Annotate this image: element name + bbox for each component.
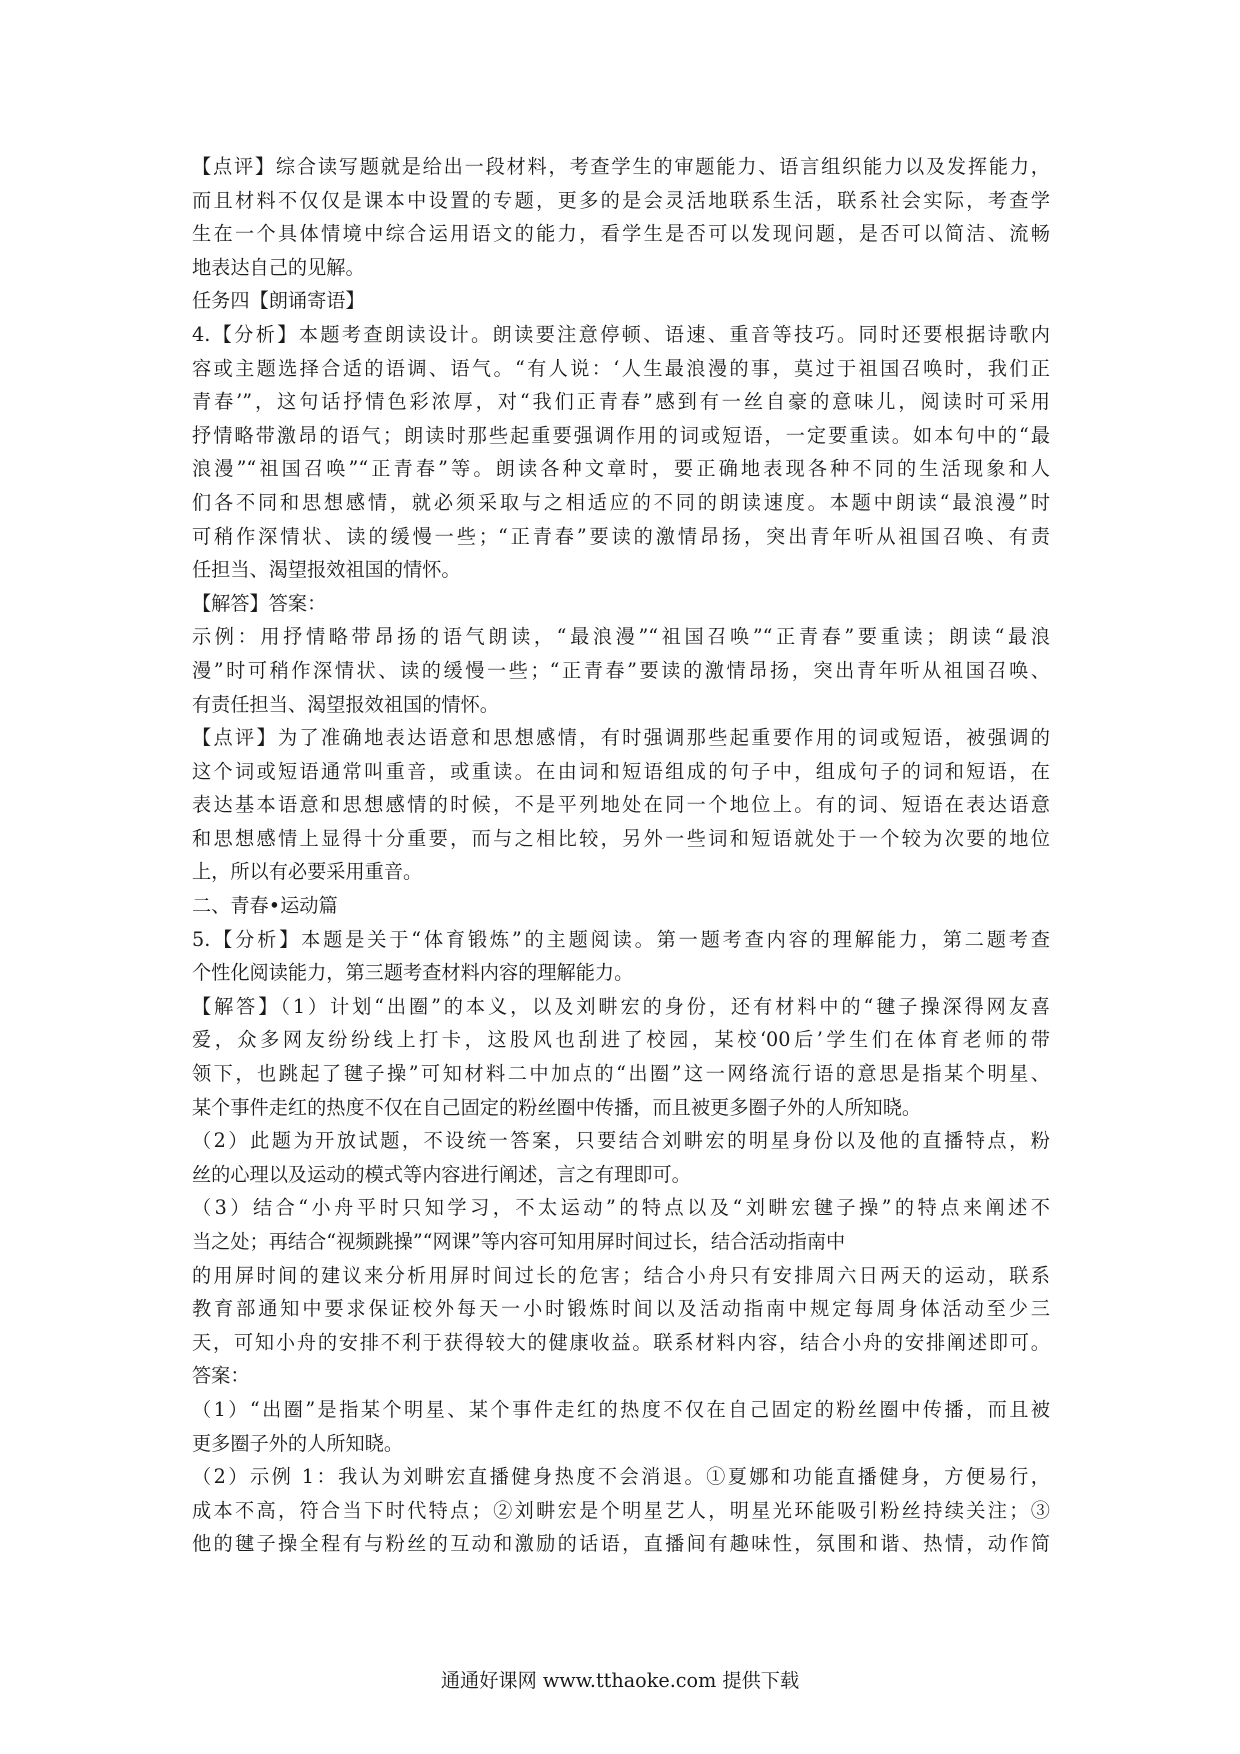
text-line: 浪漫”“祖国召唤”“正青春”等。朗读各种文章时，要正确地表现各种不同的生活现象和人 [192,457,1050,481]
text-line: 有责任担当、渴望报效祖国的情怀。 [192,692,499,716]
text-line: 上，所以有必要采用重音。 [192,860,423,884]
text-line: 【解答】答案： [192,591,327,615]
text-line: 丝的心理以及运动的模式等内容进行阐述，言之有理即可。 [192,1162,691,1186]
text-line: 表达基本语意和思想感情的时候，不是平列地处在同一个地位上。有的词、短语在表达语意 [192,793,1050,817]
text-line: 地表达自己的见解。 [192,255,365,279]
text-line: （2）此题为开放试题，不设统一答案，只要结合刘畊宏的明星身份以及他的直播特点，粉 [192,1129,1050,1153]
text-line: 漫”时可稍作深情状、读的缓慢一些；“正青春”要读的激情昂扬，突出青年听从祖国召唤、 [192,658,1050,682]
text-line: 二、青春•运动篇 [192,894,338,918]
text-line: 天，可知小舟的安排不利于获得较大的健康收益。联系材料内容，结合小舟的安排阐述即可。 [192,1330,1050,1354]
document-body [192,150,1050,1561]
text-line: 更多圈子外的人所知晓。 [192,1431,404,1455]
text-line: 的用屏时间的建议来分析用屏时间过长的危害；结合小舟只有安排周六日两天的运动，联系 [192,1263,1050,1287]
text-line: 5.【分析】本题是关于“体育锻炼”的主题阅读。第一题考查内容的理解能力，第二题考查 [192,927,1050,951]
text-line: 们各不同和思想感情，就必须采取与之相适应的不同的朗读速度。本题中朗读“最浪漫”时 [192,490,1050,514]
text-line: 领下，也跳起了毽子操”可知材料二中加点的“出圈”这一网络流行语的意思是指某个明星、 [192,1062,1050,1086]
text-line: 而且材料不仅仅是课本中设置的专题，更多的是会灵活地联系生活，联系社会实际，考查学 [192,188,1050,212]
text-line: 【点评】综合读写题就是给出一段材料，考查学生的审题能力、语言组织能力以及发挥能力， [192,155,1050,178]
text-line: 爱，众多网友纷纷线上打卡，这股风也刮进了校园，某校‘00后’学生们在体育老师的带 [192,1028,1050,1052]
text-line: 和思想感情上显得十分重要，而与之相比较，另外一些词和短语就处于一个较为次要的地位 [192,826,1050,850]
text-line: （1）“出圈”是指某个明星、某个事件走红的热度不仅在自己固定的粉丝圈中传播，而且被 [192,1397,1050,1421]
text-line: （2）示例 1：我认为刘畊宏直播健身热度不会消退。①夏娜和功能直播健身，方便易行， [192,1465,1050,1489]
text-line: 这个词或短语通常叫重音，或重读。在由词和短语组成的句子中，组成句子的词和短语，在 [192,759,1050,783]
text-line: 任担当、渴望报效祖国的情怀。 [192,558,461,582]
text-line: 抒情略带激昂的语气；朗读时那些起重要强调作用的词或短语，一定要重读。如本句中的“最 [192,423,1050,447]
text-line: 4.【分析】本题考查朗读设计。朗读要注意停顿、语速、重音等技巧。同时还要根据诗歌内 [192,322,1050,346]
text-line: 个性化阅读能力，第三题考查材料内容的理解能力。 [192,961,634,985]
text-line: 容或主题选择合适的语调、语气。“有人说：‘人生最浪漫的事，莫过于祖国召唤时，我们正 [192,356,1050,380]
text-line: 任务四【朗诵寄语】 [192,289,365,313]
text-line: 教育部通知中要求保证校外每天一小时锻炼时间以及活动指南中规定每周身体活动至少三 [192,1297,1050,1321]
text-line: 某个事件走红的热度不仅在自己固定的粉丝圈中传播，而且被更多圈子外的人所知晓。 [192,1095,922,1119]
text-line: 他的毽子操全程有与粉丝的互动和激励的话语，直播间有趣味性，氛围和谐、热情，动作简 [192,1532,1050,1556]
text-line: 【解答】（1）计划“出圈”的本义，以及刘畊宏的身份，还有材料中的“毽子操深得网友喜 [192,994,1050,1018]
text-line: 当之处；再结合“视频跳操”“网课”等内容可知用屏时间过长，结合活动指南中 [192,1230,846,1253]
text-line: （3）结合“小舟平时只知学习，不太运动”的特点以及“刘畊宏毽子操”的特点来阐述不 [192,1196,1050,1220]
text-line: 示例：用抒情略带昂扬的语气朗读，“最浪漫”“祖国召唤”“正青春”要重读；朗读“最浪 [192,625,1050,649]
text-line: 答案： [192,1364,250,1388]
text-line: 青春’”，这句话抒情色彩浓厚，对“我们正青春”感到有一丝自豪的意味儿，阅读时可采用 [192,390,1050,414]
page-footer: 通通好课网 www.tthaoke.com 提供下载 [440,1669,800,1692]
text-line: 可稍作深情状、读的缓慢一些；“正青春”要读的激情昂扬，突出青年听从祖国召唤、有责 [192,524,1050,548]
text-line: 生在一个具体情境中综合运用语文的能力，看学生是否可以发现问题，是否可以简洁、流畅 [192,222,1050,246]
text-line: 【点评】为了准确地表达语意和思想感情，有时强调那些起重要作用的词或短语，被强调的 [192,726,1050,750]
text-line: 成本不高，符合当下时代特点；②刘畊宏是个明星艺人，明星光环能吸引粉丝持续关注；③ [192,1498,1050,1522]
